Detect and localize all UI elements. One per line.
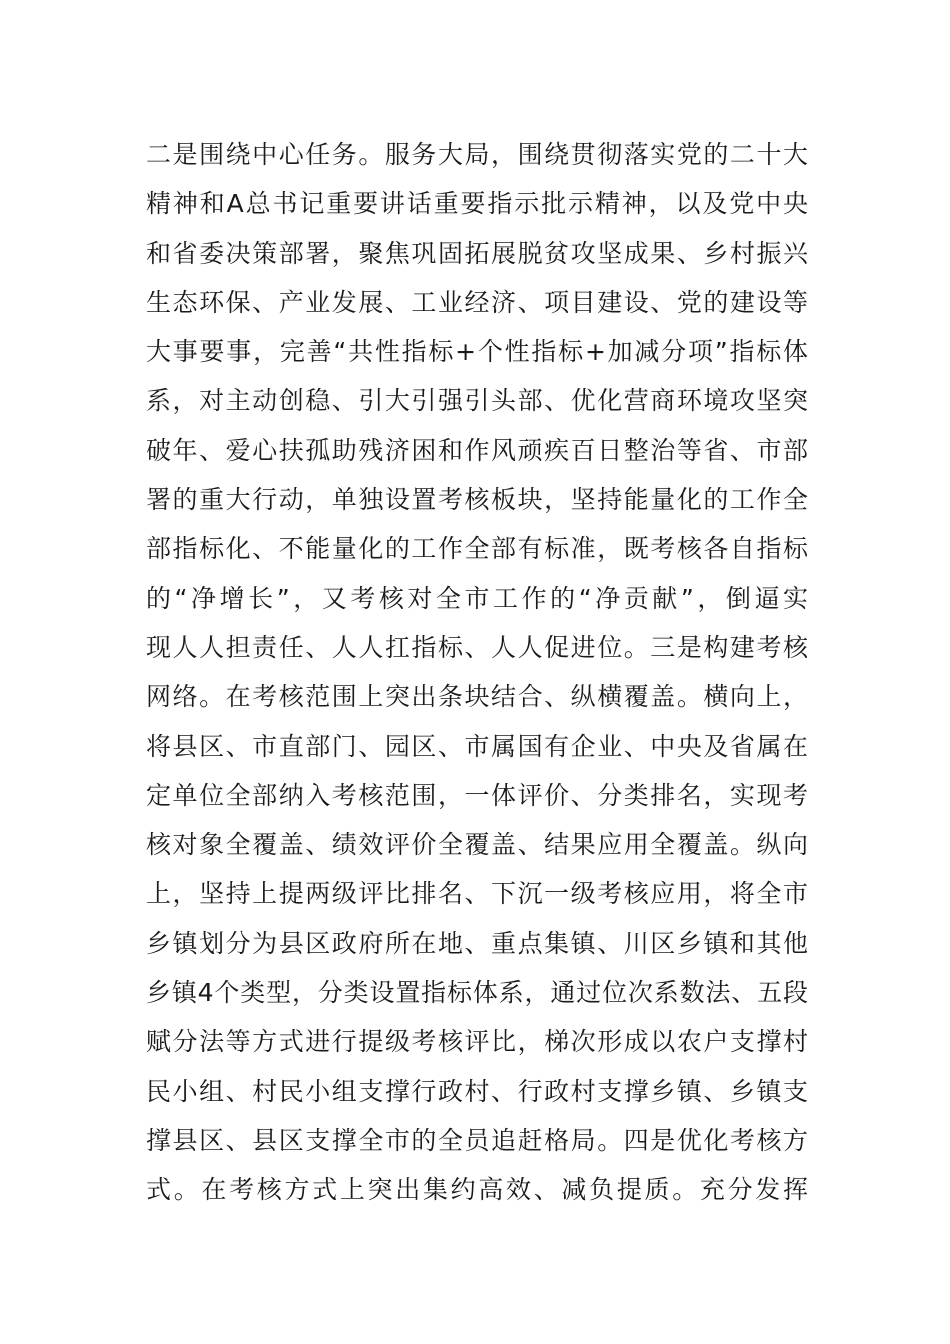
text-line: 系，对主动创稳、引大引强引头部、优化营商环境攻坚突 xyxy=(146,386,808,416)
text-line: 的“净增长”，又考核对全市工作的“净贡献”，倒逼实 xyxy=(146,583,808,613)
text-line: 乡镇划分为县区政府所在地、重点集镇、川区乡镇和其他 xyxy=(146,928,808,958)
text-line: 现人人担责任、人人扛指标、人人促进位。三是构建考核 xyxy=(146,632,808,662)
text-line: 部指标化、不能量化的工作全部有标准，既考核各自指标 xyxy=(146,534,808,564)
text-line: 精神和A总书记重要讲话重要指示批示精神，以及党中央 xyxy=(146,189,808,219)
body-text xyxy=(146,130,808,1215)
text-line: 民小组、村民小组支撑行政村、行政村支撑乡镇、乡镇支 xyxy=(146,1076,808,1106)
text-line: 核对象全覆盖、绩效评价全覆盖、结果应用全覆盖。纵向 xyxy=(146,830,808,860)
text-line: 署的重大行动，单独设置考核板块，坚持能量化的工作全 xyxy=(146,485,808,515)
text-line: 上，坚持上提两级评比排名、下沉一级考核应用，将全市 xyxy=(146,879,808,909)
text-line: 赋分法等方式进行提级考核评比，梯次形成以农户支撑村 xyxy=(146,1027,808,1057)
text-line: 破年、爱心扶孤助残济困和作风顽疾百日整治等省、市部 xyxy=(146,435,808,465)
text-line: 式。在考核方式上突出集约高效、减负提质。充分发挥 xyxy=(146,1175,808,1205)
text-line: 乡镇4个类型，分类设置指标体系，通过位次系数法、五段 xyxy=(146,978,808,1008)
text-line: 大事要事，完善“共性指标+个性指标+加减分项”指标体 xyxy=(146,337,808,367)
text-line: 将县区、市直部门、园区、市属国有企业、中央及省属在 xyxy=(146,731,808,761)
text-line: 生态环保、产业发展、工业经济、项目建设、党的建设等 xyxy=(146,287,808,317)
text-line: 和省委决策部署，聚焦巩固拓展脱贫攻坚成果、乡村振兴 xyxy=(146,238,808,268)
text-line: 二是围绕中心任务。服务大局，围绕贯彻落实党的二十大 xyxy=(146,140,808,169)
text-line: 定单位全部纳入考核范围，一体评价、分类排名，实现考 xyxy=(146,780,808,810)
text-line: 网络。在考核范围上突出条块结合、纵横覆盖。横向上， xyxy=(146,682,808,712)
text-line: 撑县区、县区支撑全市的全员追赶格局。四是优化考核方 xyxy=(146,1125,808,1155)
